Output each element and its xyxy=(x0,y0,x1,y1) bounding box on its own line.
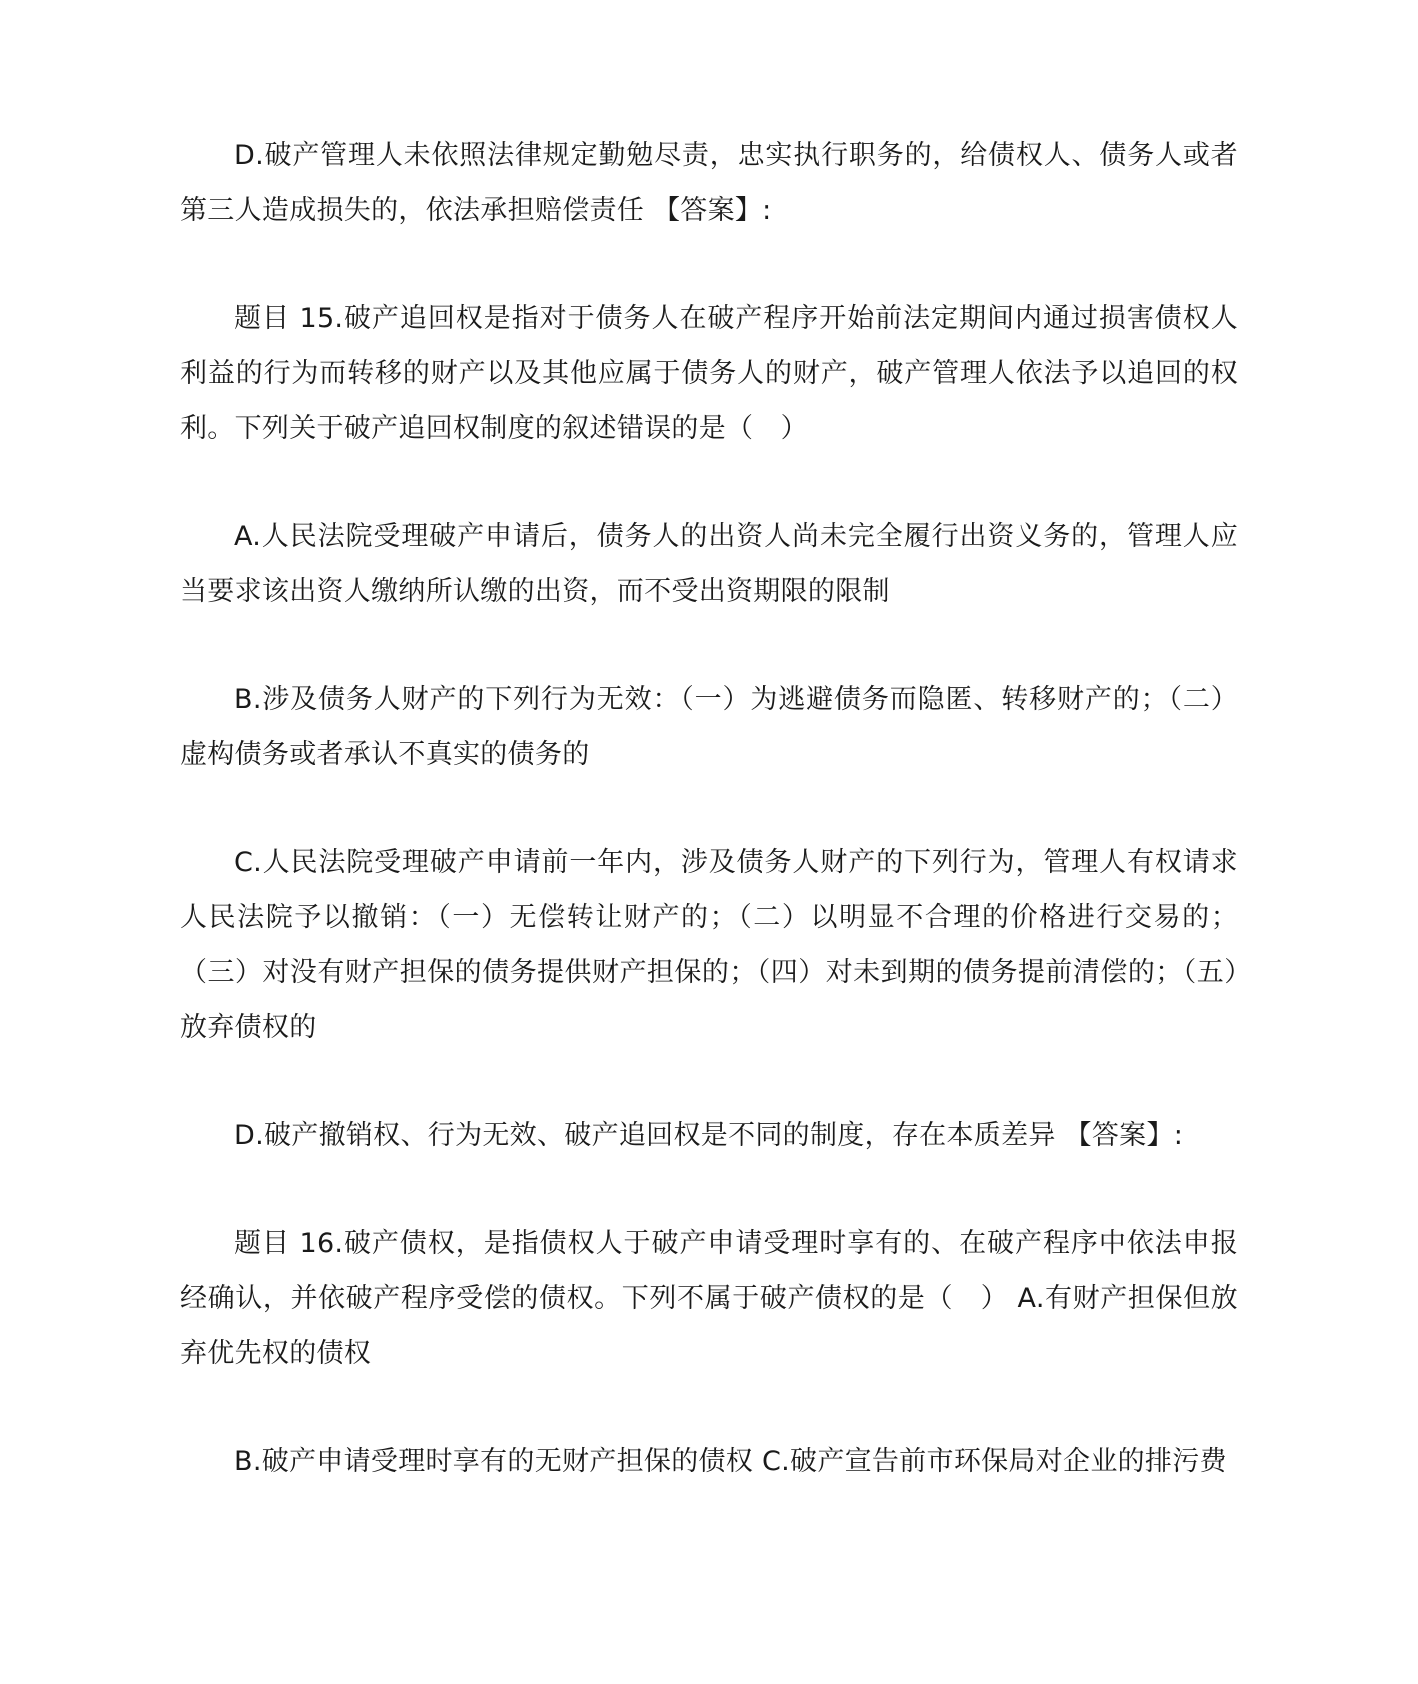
paragraph-option-c-revocation: C.人民法院受理破产申请前一年内，涉及债务人财产的下列行为，管理人有权请求人民法院予以撤销：（一）无偿转让财产的；（二）以明显不合理的价格进行交易的；（三）对没有财产担保的债务提供财产担保的；（四）对未到期的债务提前清偿的；（五）放弃债权的 xyxy=(180,847,1238,1043)
paragraph-question-15: 题目 15.破产追回权是指对于债务人在破产程序开始前法定期间内通过损害债权人利益的行为而转移的财产以及其他应属于债务人的财产，破产管理人依法予以追回的权利。下列关于破产追回权制度的叙述错误的是（ ） xyxy=(180,303,1238,444)
paragraph-question-16: 题目 16.破产债权，是指债权人于破产申请受理时享有的、在破产程序中依法申报经确认，并依破产程序受偿的债权。下列不属于破产债权的是（ ） A.有财产担保但放弃优先权的债权 xyxy=(180,1228,1238,1369)
paragraph-option-d-differences: D.破产撤销权、行为无效、破产追回权是不同的制度，存在本质差异 【答案】: xyxy=(234,1120,1184,1151)
paragraph-option-d-manager-liability: D.破产管理人未依照法律规定勤勉尽责，忠实执行职务的，给债权人、债务人或者第三人造成损失的，依法承担赔偿责任 【答案】: xyxy=(180,140,1238,226)
paragraph-option-b-invalid-acts: B.涉及债务人财产的下列行为无效：（一）为逃避债务而隐匿、转移财产的；（二）虚构债务或者承认不真实的债务的 xyxy=(180,684,1238,770)
document-body xyxy=(180,128,1238,1542)
paragraph-option-a-contribution: A.人民法院受理破产申请后，债务人的出资人尚未完全履行出资义务的，管理人应当要求该出资人缴纳所认缴的出资，而不受出资期限的限制 xyxy=(180,521,1238,607)
paragraph-options-b-c: B.破产申请受理时享有的无财产担保的债权 C.破产宣告前市环保局对企业的排污费 xyxy=(234,1446,1227,1477)
